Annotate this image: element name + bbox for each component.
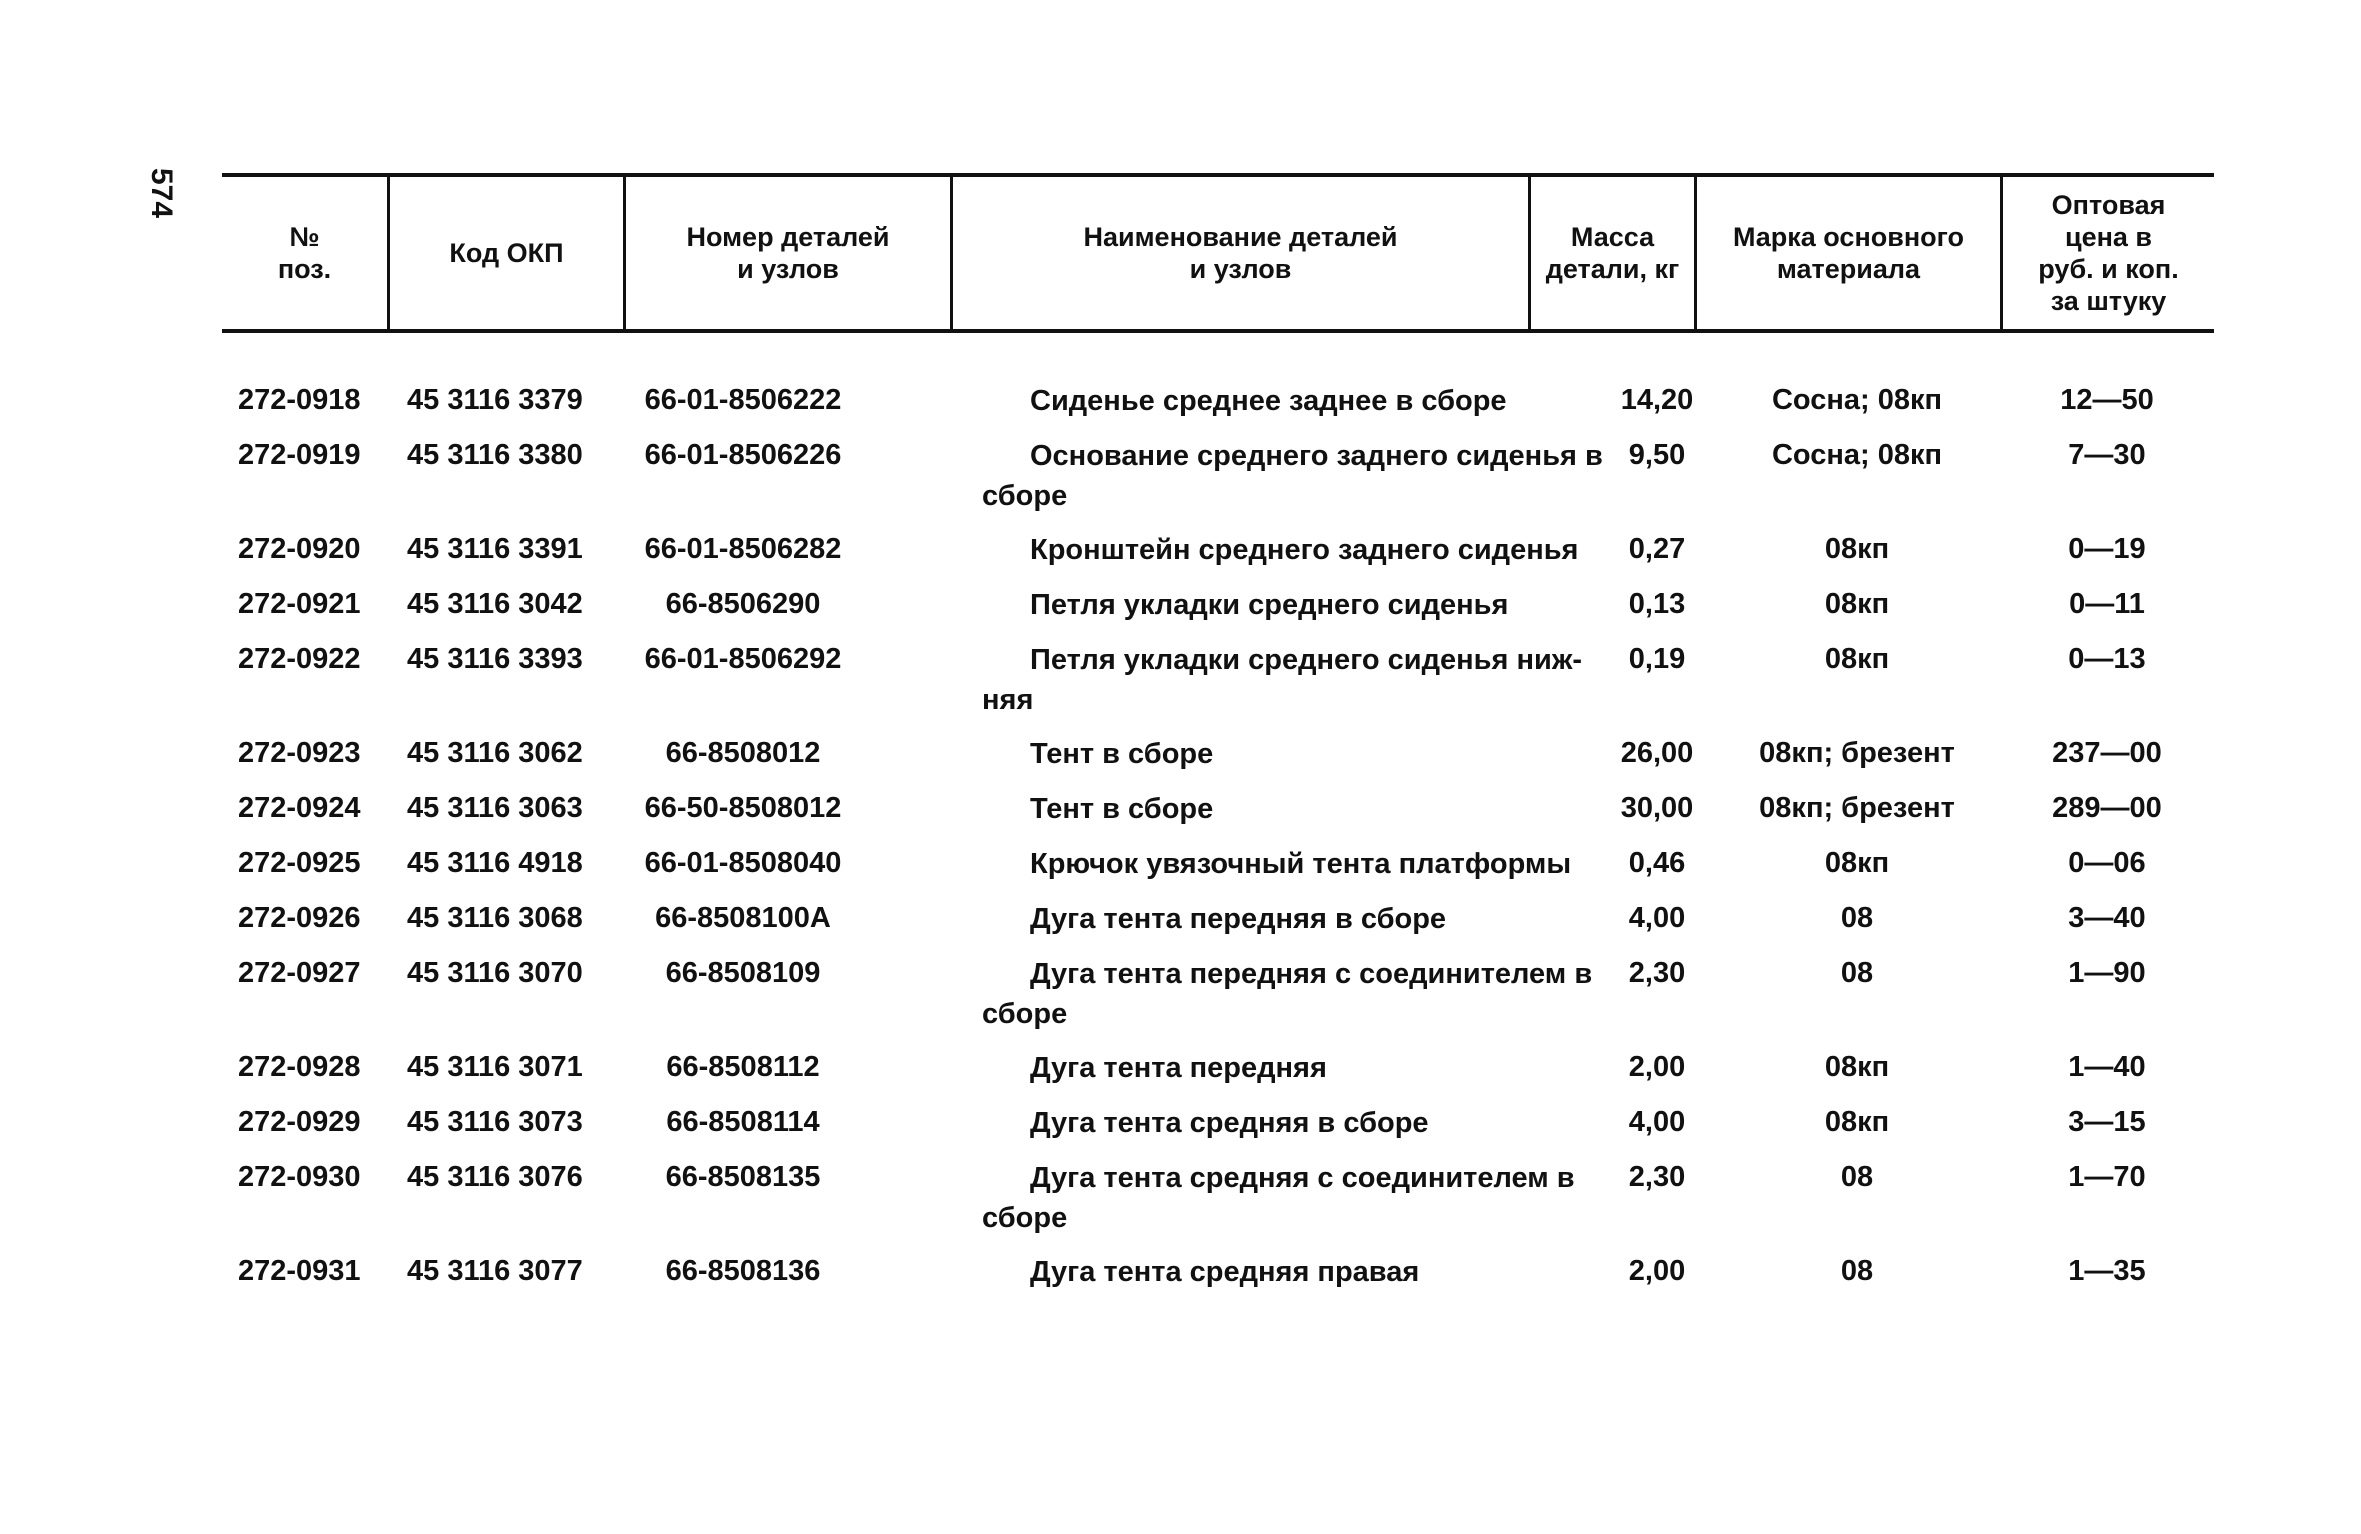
header-name bbox=[953, 177, 1528, 329]
cell-okp: 45 3116 3073 bbox=[407, 1106, 583, 1138]
table-row bbox=[222, 946, 2214, 1040]
cell-pos: 272-0930 bbox=[238, 1161, 361, 1193]
cell-material: 08кп bbox=[1824, 588, 1890, 620]
cell-material: 08 bbox=[1840, 957, 1874, 989]
cell-name: Крючок увязочный тента платформы bbox=[1030, 848, 1572, 880]
table-row bbox=[222, 726, 2214, 781]
cell-name: Петля укладки среднего сиденья ниж-няя bbox=[982, 644, 1583, 716]
cell-material: 08кп bbox=[1824, 1051, 1890, 1083]
cell-price: 289—00 bbox=[2052, 792, 2162, 824]
cell-material: 08кп bbox=[1824, 1106, 1890, 1138]
table-row bbox=[222, 891, 2214, 946]
cell-price: 1—35 bbox=[2068, 1255, 2146, 1287]
cell-price: 3—15 bbox=[2068, 1106, 2146, 1138]
page-number: 574 bbox=[145, 168, 178, 219]
cell-okp: 45 3116 3062 bbox=[407, 737, 583, 769]
cell-part-number: 66-01-8506282 bbox=[644, 533, 842, 565]
header-price bbox=[2003, 177, 2214, 329]
cell-name: Петля укладки среднего сиденья bbox=[1030, 589, 1509, 621]
cell-price: 0—13 bbox=[2068, 643, 2146, 675]
cell-mass: 14,20 bbox=[1620, 384, 1694, 416]
header-pos bbox=[222, 177, 387, 329]
table-row bbox=[222, 1244, 2214, 1299]
cell-price: 1—90 bbox=[2068, 957, 2146, 989]
cell-pos: 272-0929 bbox=[238, 1106, 361, 1138]
cell-name: Дуга тента средняя в сборе bbox=[1030, 1107, 1429, 1139]
cell-mass: 30,00 bbox=[1620, 792, 1694, 824]
cell-price: 3—40 bbox=[2068, 902, 2146, 934]
cell-price: 0—19 bbox=[2068, 533, 2146, 565]
cell-price: 237—00 bbox=[2052, 737, 2162, 769]
cell-pos: 272-0928 bbox=[238, 1051, 361, 1083]
cell-part-number: 66-50-8508012 bbox=[644, 792, 842, 824]
cell-mass: 9,50 bbox=[1628, 439, 1686, 471]
cell-mass: 2,30 bbox=[1628, 957, 1686, 989]
table-row bbox=[222, 373, 2214, 428]
cell-pos: 272-0923 bbox=[238, 737, 361, 769]
cell-part-number: 66-8508136 bbox=[665, 1255, 821, 1287]
cell-part-number: 66-8508012 bbox=[665, 737, 821, 769]
cell-part-number: 66-8508109 bbox=[665, 957, 821, 989]
cell-pos: 272-0931 bbox=[238, 1255, 361, 1287]
header-mass-label: Масса детали, кг bbox=[1545, 222, 1680, 284]
cell-part-number: 66-8506290 bbox=[665, 588, 821, 620]
table-row bbox=[222, 1150, 2214, 1244]
cell-price: 0—11 bbox=[2069, 588, 2145, 620]
cell-mass: 0,27 bbox=[1628, 533, 1686, 565]
cell-pos: 272-0926 bbox=[238, 902, 361, 934]
cell-mass: 4,00 bbox=[1628, 902, 1686, 934]
cell-name: Тент в сборе bbox=[1030, 793, 1214, 825]
cell-mass: 26,00 bbox=[1620, 737, 1694, 769]
table-row bbox=[222, 836, 2214, 891]
cell-price: 1—40 bbox=[2068, 1051, 2146, 1083]
cell-okp: 45 3116 3070 bbox=[407, 957, 583, 989]
cell-pos: 272-0920 bbox=[238, 533, 361, 565]
table-row bbox=[222, 1095, 2214, 1150]
table-body bbox=[222, 373, 2214, 1299]
cell-name: Кронштейн среднего заднего сиденья bbox=[1030, 534, 1579, 566]
cell-name: Дуга тента передняя bbox=[1030, 1052, 1327, 1084]
cell-name: Сиденье среднее заднее в сборе bbox=[1030, 385, 1507, 417]
header-part-number-label: Номер деталей и узлов bbox=[686, 222, 890, 284]
cell-pos: 272-0921 bbox=[238, 588, 361, 620]
cell-name: Дуга тента передняя в сборе bbox=[1030, 903, 1447, 935]
cell-okp: 45 3116 3379 bbox=[407, 384, 583, 416]
cell-okp: 45 3116 3393 bbox=[407, 643, 583, 675]
cell-mass: 4,00 bbox=[1628, 1106, 1686, 1138]
cell-name: Дуга тента передняя с соединителем в сборе bbox=[982, 958, 1593, 1030]
header-material bbox=[1697, 177, 2000, 329]
cell-part-number: 66-8508135 bbox=[665, 1161, 821, 1193]
cell-material: Сосна; 08кп bbox=[1771, 439, 1943, 471]
table-row bbox=[222, 522, 2214, 577]
cell-pos: 272-0918 bbox=[238, 384, 361, 416]
table-row bbox=[222, 1040, 2214, 1095]
cell-material: 08кп; брезент bbox=[1759, 792, 1955, 824]
cell-part-number: 66-01-8508040 bbox=[644, 847, 842, 879]
cell-price: 1—70 bbox=[2068, 1161, 2146, 1193]
cell-part-number: 66-01-8506292 bbox=[644, 643, 842, 675]
cell-price: 7—30 bbox=[2068, 439, 2146, 471]
cell-mass: 2,30 bbox=[1628, 1161, 1686, 1193]
cell-mass: 0,13 bbox=[1628, 588, 1686, 620]
cell-material: 08 bbox=[1840, 1161, 1874, 1193]
cell-okp: 45 3116 3076 bbox=[407, 1161, 583, 1193]
cell-part-number: 66-8508100А bbox=[655, 902, 831, 934]
cell-pos: 272-0925 bbox=[238, 847, 361, 879]
cell-material: 08 bbox=[1840, 1255, 1874, 1287]
cell-okp: 45 3116 3068 bbox=[407, 902, 583, 934]
table-row bbox=[222, 577, 2214, 632]
header-mass bbox=[1531, 177, 1694, 329]
cell-pos: 272-0927 bbox=[238, 957, 361, 989]
cell-okp: 45 3116 3063 bbox=[407, 792, 583, 824]
cell-pos: 272-0922 bbox=[238, 643, 361, 675]
cell-okp: 45 3116 3077 bbox=[407, 1255, 583, 1287]
cell-pos: 272-0924 bbox=[238, 792, 361, 824]
header-material-label: Марка основного материала bbox=[1732, 222, 1965, 284]
cell-name: Основание среднего заднего сиденья в сборе bbox=[982, 440, 1603, 512]
cell-price: 12—50 bbox=[2060, 384, 2154, 416]
cell-mass: 0,46 bbox=[1628, 847, 1686, 879]
cell-part-number: 66-01-8506222 bbox=[644, 384, 842, 416]
header-okp-label: Код ОКП bbox=[449, 238, 564, 268]
parts-table bbox=[222, 173, 2214, 1299]
header-price-label: Оптовая цена в руб. и коп. за штуку bbox=[2038, 190, 2179, 316]
cell-name: Дуга тента средняя с соединителем в сборе bbox=[982, 1162, 1575, 1234]
header-pos-label: № поз. bbox=[277, 222, 332, 284]
cell-part-number: 66-8508114 bbox=[666, 1106, 820, 1138]
cell-name: Дуга тента средняя правая bbox=[1030, 1256, 1420, 1288]
table-header bbox=[222, 173, 2214, 333]
cell-material: 08кп bbox=[1824, 643, 1890, 675]
cell-price: 0—06 bbox=[2068, 847, 2146, 879]
header-name-label: Наименование деталей и узлов bbox=[1083, 222, 1398, 284]
cell-name: Тент в сборе bbox=[1030, 738, 1214, 770]
table-row bbox=[222, 781, 2214, 836]
table-row bbox=[222, 632, 2214, 726]
cell-mass: 2,00 bbox=[1628, 1255, 1686, 1287]
cell-material: 08кп bbox=[1824, 847, 1890, 879]
cell-material: 08кп bbox=[1824, 533, 1890, 565]
cell-pos: 272-0919 bbox=[238, 439, 361, 471]
cell-part-number: 66-01-8506226 bbox=[644, 439, 842, 471]
cell-okp: 45 3116 3071 bbox=[407, 1051, 583, 1083]
header-okp bbox=[390, 177, 623, 329]
header-part-number bbox=[626, 177, 950, 329]
cell-material: 08кп; брезент bbox=[1759, 737, 1955, 769]
cell-okp: 45 3116 4918 bbox=[407, 847, 583, 879]
cell-okp: 45 3116 3380 bbox=[407, 439, 583, 471]
cell-okp: 45 3116 3042 bbox=[407, 588, 583, 620]
cell-material: 08 bbox=[1840, 902, 1874, 934]
cell-mass: 2,00 bbox=[1628, 1051, 1686, 1083]
cell-material: Сосна; 08кп bbox=[1771, 384, 1943, 416]
cell-mass: 0,19 bbox=[1628, 643, 1686, 675]
cell-okp: 45 3116 3391 bbox=[407, 533, 583, 565]
cell-part-number: 66-8508112 bbox=[666, 1051, 820, 1083]
table-row bbox=[222, 428, 2214, 522]
